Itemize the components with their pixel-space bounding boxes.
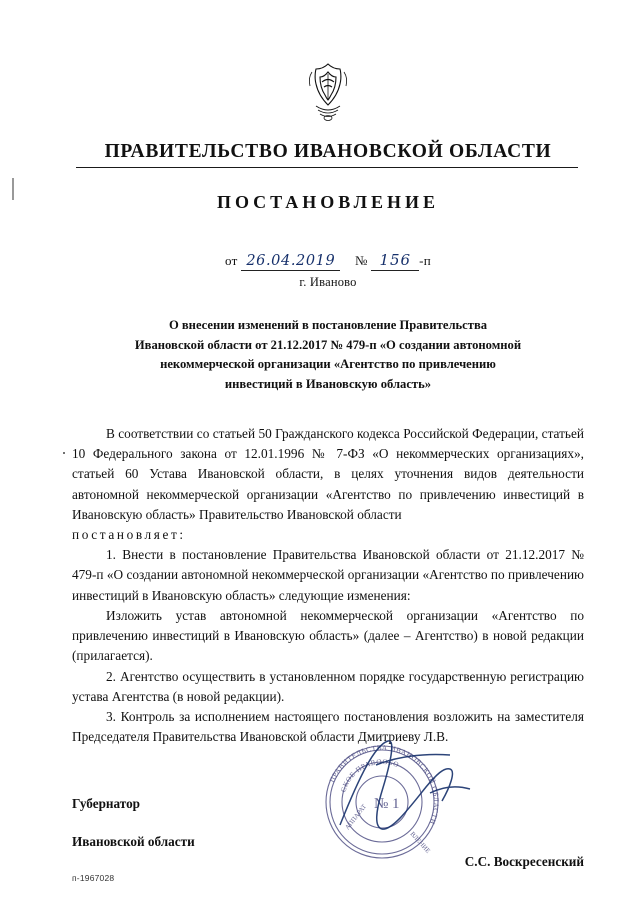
title-divider: [76, 167, 578, 168]
item-1-sub: Изложить устав автономной некоммерческой организации «Агентство по привлечению инвестиций в Ивановскую область» (далее – Агентство) в новой редакции (прилагается).: [72, 607, 584, 664]
number-suffix: -п: [419, 253, 431, 268]
svg-text:СКОЕ ПРАВООБО: СКОЕ ПРАВООБО: [339, 757, 401, 794]
signer-position-line-2: Ивановской области: [72, 834, 195, 850]
subject-line-1: О внесении изменений в постановление Правительства: [168, 318, 488, 332]
number-label: №: [355, 253, 368, 268]
svg-text:№ 1: № 1: [374, 796, 400, 812]
subject-line-3: некоммерческой организации «Агентство по привлечению: [160, 357, 496, 372]
item-2: 2. Агентство осуществить в установленном порядке государственную регистрацию устава Агентства (в новой редакции).: [72, 668, 584, 704]
coat-of-arms-icon: [294, 60, 362, 126]
page-dot-mark: [63, 452, 65, 454]
signature-block: [72, 775, 584, 871]
svg-text:АППАРАТ: АППАРАТ: [344, 803, 369, 832]
footer-document-code: п-1967028: [72, 873, 115, 883]
emblem-container: [72, 60, 584, 131]
date-label: от: [225, 253, 238, 268]
number-value: 156: [371, 251, 419, 271]
city-line: г. Иваново: [299, 275, 357, 289]
page-edge-mark: [12, 178, 14, 200]
svg-text:ВЛЕНИЕ: ВЛЕНИЕ: [408, 830, 432, 855]
preamble-paragraph: В соответствии со статьей 50 Гражданского кодекса Российской Федерации, статьей 10 Федерального закона от 12.01.1996 № 7-ФЗ «О некоммерческих организациях», статьей 60 Устава Ивановской области, в целях уточнения видов деятельности автономной некоммерческой организации «Агентство по привлечению инвестиций в Ивановскую область» Правительство Ивановской области: [72, 426, 584, 522]
document-content: [72, 60, 584, 747]
signer-position-line-1: Губернатор: [72, 796, 140, 812]
subject-line-4: инвестиций в Ивановскую область»: [224, 376, 432, 391]
signer-position: [72, 775, 195, 871]
subject-line-2: Ивановской области от 21.12.2017 № 479-п «О создании автономной: [134, 337, 522, 352]
date-number-line: [72, 251, 584, 271]
document-type: ПОСТАНОВЛЕНИЕ: [216, 192, 440, 212]
resolution-word: постановляет:: [72, 527, 186, 543]
item-3: 3. Контроль за исполнением настоящего постановления возложить на заместителя Председателя Правительства Ивановской области Дмитриеву Л.В.: [72, 708, 584, 745]
document-subject: [72, 316, 584, 394]
document-body: [72, 424, 584, 747]
signer-name: С.С. Воскресенский: [464, 853, 584, 869]
date-value: 26.04.2019: [241, 253, 340, 271]
organization-title: ПРАВИТЕЛЬСТВО ИВАНОВСКОЙ ОБЛАСТИ: [104, 141, 552, 162]
item-1: 1. Внести в постановление Правительства Ивановской области от 21.12.2017 № 479-п «О создании автономной некоммерческой организации «Агентство по привлечению инвестиций в Ивановскую область» следующие изменения:: [72, 547, 584, 603]
svg-text:ПРАВИТЕЛЬСТВА ИВАНОВСКОЙ ОБЛАС: ПРАВИТЕЛЬСТВА ИВАНОВСКОЙ ОБЛАСТИ: [328, 743, 441, 826]
